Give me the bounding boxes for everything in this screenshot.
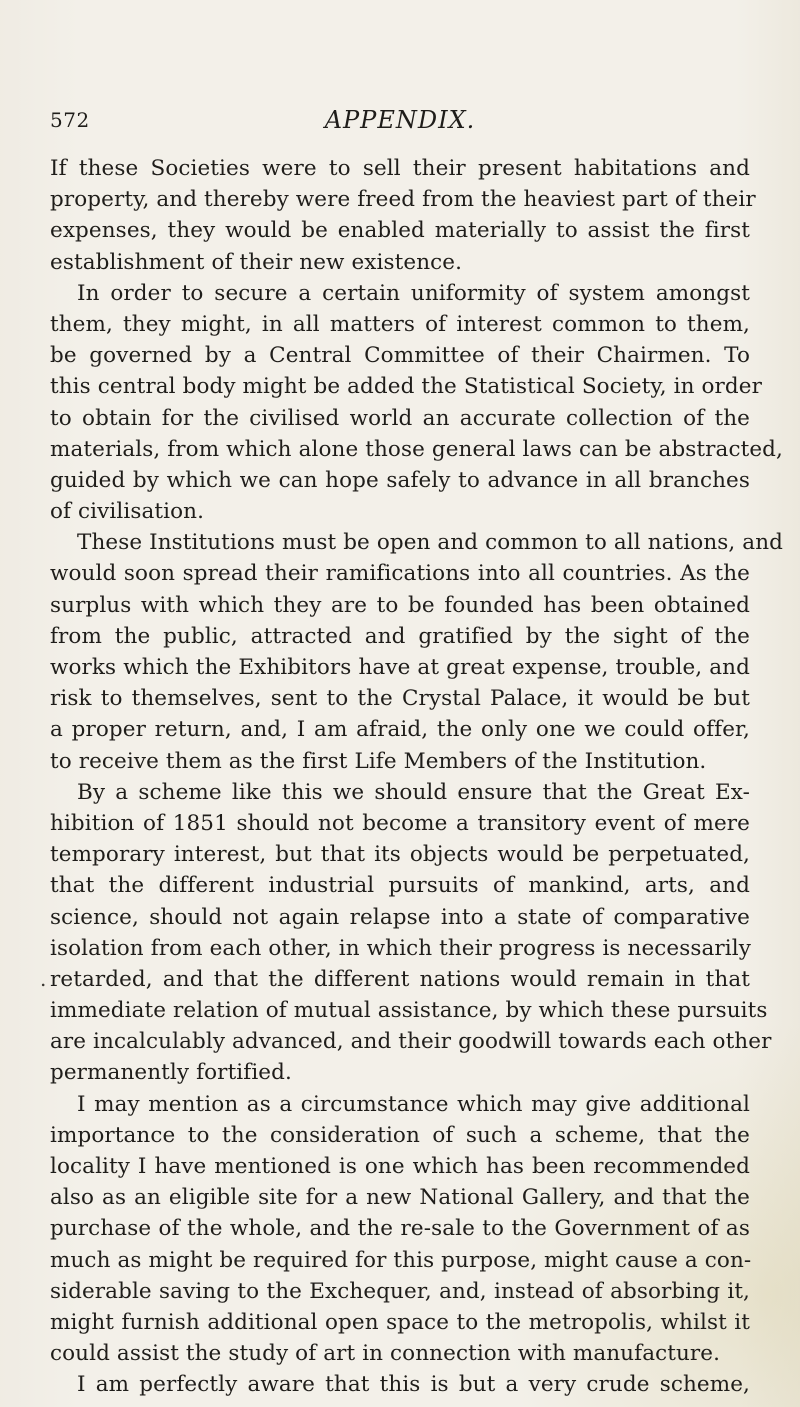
text-line: a proper return, and, I am afraid, the only one we could offer,: [50, 717, 750, 743]
text-line: property, and thereby were freed from the heaviest part of their: [50, 187, 756, 213]
text-line: that the different industrial pursuits of mankind, arts, and: [50, 873, 750, 899]
text-line: I am perfectly aware that this is but a very crude scheme,: [77, 1372, 750, 1398]
text-line: also as an eligible site for a new National Gallery, and that the: [50, 1185, 750, 1211]
text-line: them, they might, in all matters of interest common to them,: [50, 311, 750, 337]
text-line: siderable saving to the Exchequer, and, instead of absorbing it,: [50, 1278, 750, 1304]
text-line: immediate relation of mutual assistance, by which these pursuits: [50, 998, 768, 1024]
text-line: permanently fortified.: [50, 1060, 292, 1086]
text-line: establishment of their new existence.: [50, 249, 463, 275]
text-line: importance to the consideration of such a scheme, that the: [50, 1122, 750, 1148]
text-line: retarded, and that the different nations would remain in that: [50, 966, 750, 992]
text-line: might furnish additional open space to the metropolis, whilst it: [50, 1309, 750, 1335]
running-title: APPENDIX.: [324, 106, 476, 134]
text-line: works which the Exhibitors have at great expense, trouble, and: [50, 655, 750, 680]
text-line: purchase of the whole, and the re-sale to the Government of as: [50, 1216, 750, 1242]
text-line: guided by which we can hope safely to advance in all branches: [50, 467, 750, 493]
text-line: this central body might be added the Statistical Society, in order: [50, 374, 762, 400]
text-line: locality I have mentioned is one which has been recommended: [50, 1154, 750, 1179]
text-line: If these Societies were to sell their present habitations and: [50, 156, 750, 181]
page-number: 572: [50, 108, 90, 132]
text-line: materials, from which alone those general laws can be abstracted,: [50, 436, 783, 462]
text-line: I may mention as a circumstance which may give additional: [77, 1091, 750, 1117]
text-line: temporary interest, but that its objects would be perpetuated,: [50, 842, 750, 868]
text-line: By a scheme like this we should ensure that the Great Ex-: [77, 779, 750, 805]
text-line: hibition of 1851 should not become a transitory event of mere: [50, 810, 750, 836]
margin-mark: .: [40, 967, 47, 991]
text-line: to obtain for the civilised world an accurate collection of the: [50, 405, 750, 431]
text-line: of civilisation.: [50, 499, 205, 525]
text-line: risk to themselves, sent to the Crystal Palace, it would be but: [50, 686, 750, 712]
body-text: [50, 153, 783, 1401]
text-line: would soon spread their ramifications into all countries. As the: [50, 561, 750, 587]
text-line: from the public, attracted and gratified by the sight of the: [50, 623, 750, 649]
text-line: expenses, they would be enabled materially to assist the first: [50, 218, 750, 244]
text-line: These Institutions must be open and common to all nations, and: [77, 530, 783, 556]
text-line: to receive them as the first Life Members of the Institution.: [50, 748, 707, 774]
running-head: [50, 108, 750, 142]
text-line: be governed by a Central Committee of their Chairmen. To: [50, 343, 750, 369]
text-line: science, should not again relapse into a state of comparative: [50, 904, 750, 930]
text-line: isolation from each other, in which their progress is necessarily: [50, 935, 751, 961]
text-line: In order to secure a certain uniformity of system amongst: [77, 280, 750, 306]
text-line: are incalculably advanced, and their goodwill towards each other: [50, 1029, 772, 1055]
text-line: surplus with which they are to be founded has been obtained: [50, 592, 750, 618]
text-line: much as might be required for this purpose, might cause a con-: [50, 1247, 752, 1273]
text-line: could assist the study of art in connection with manufacture.: [50, 1341, 721, 1367]
